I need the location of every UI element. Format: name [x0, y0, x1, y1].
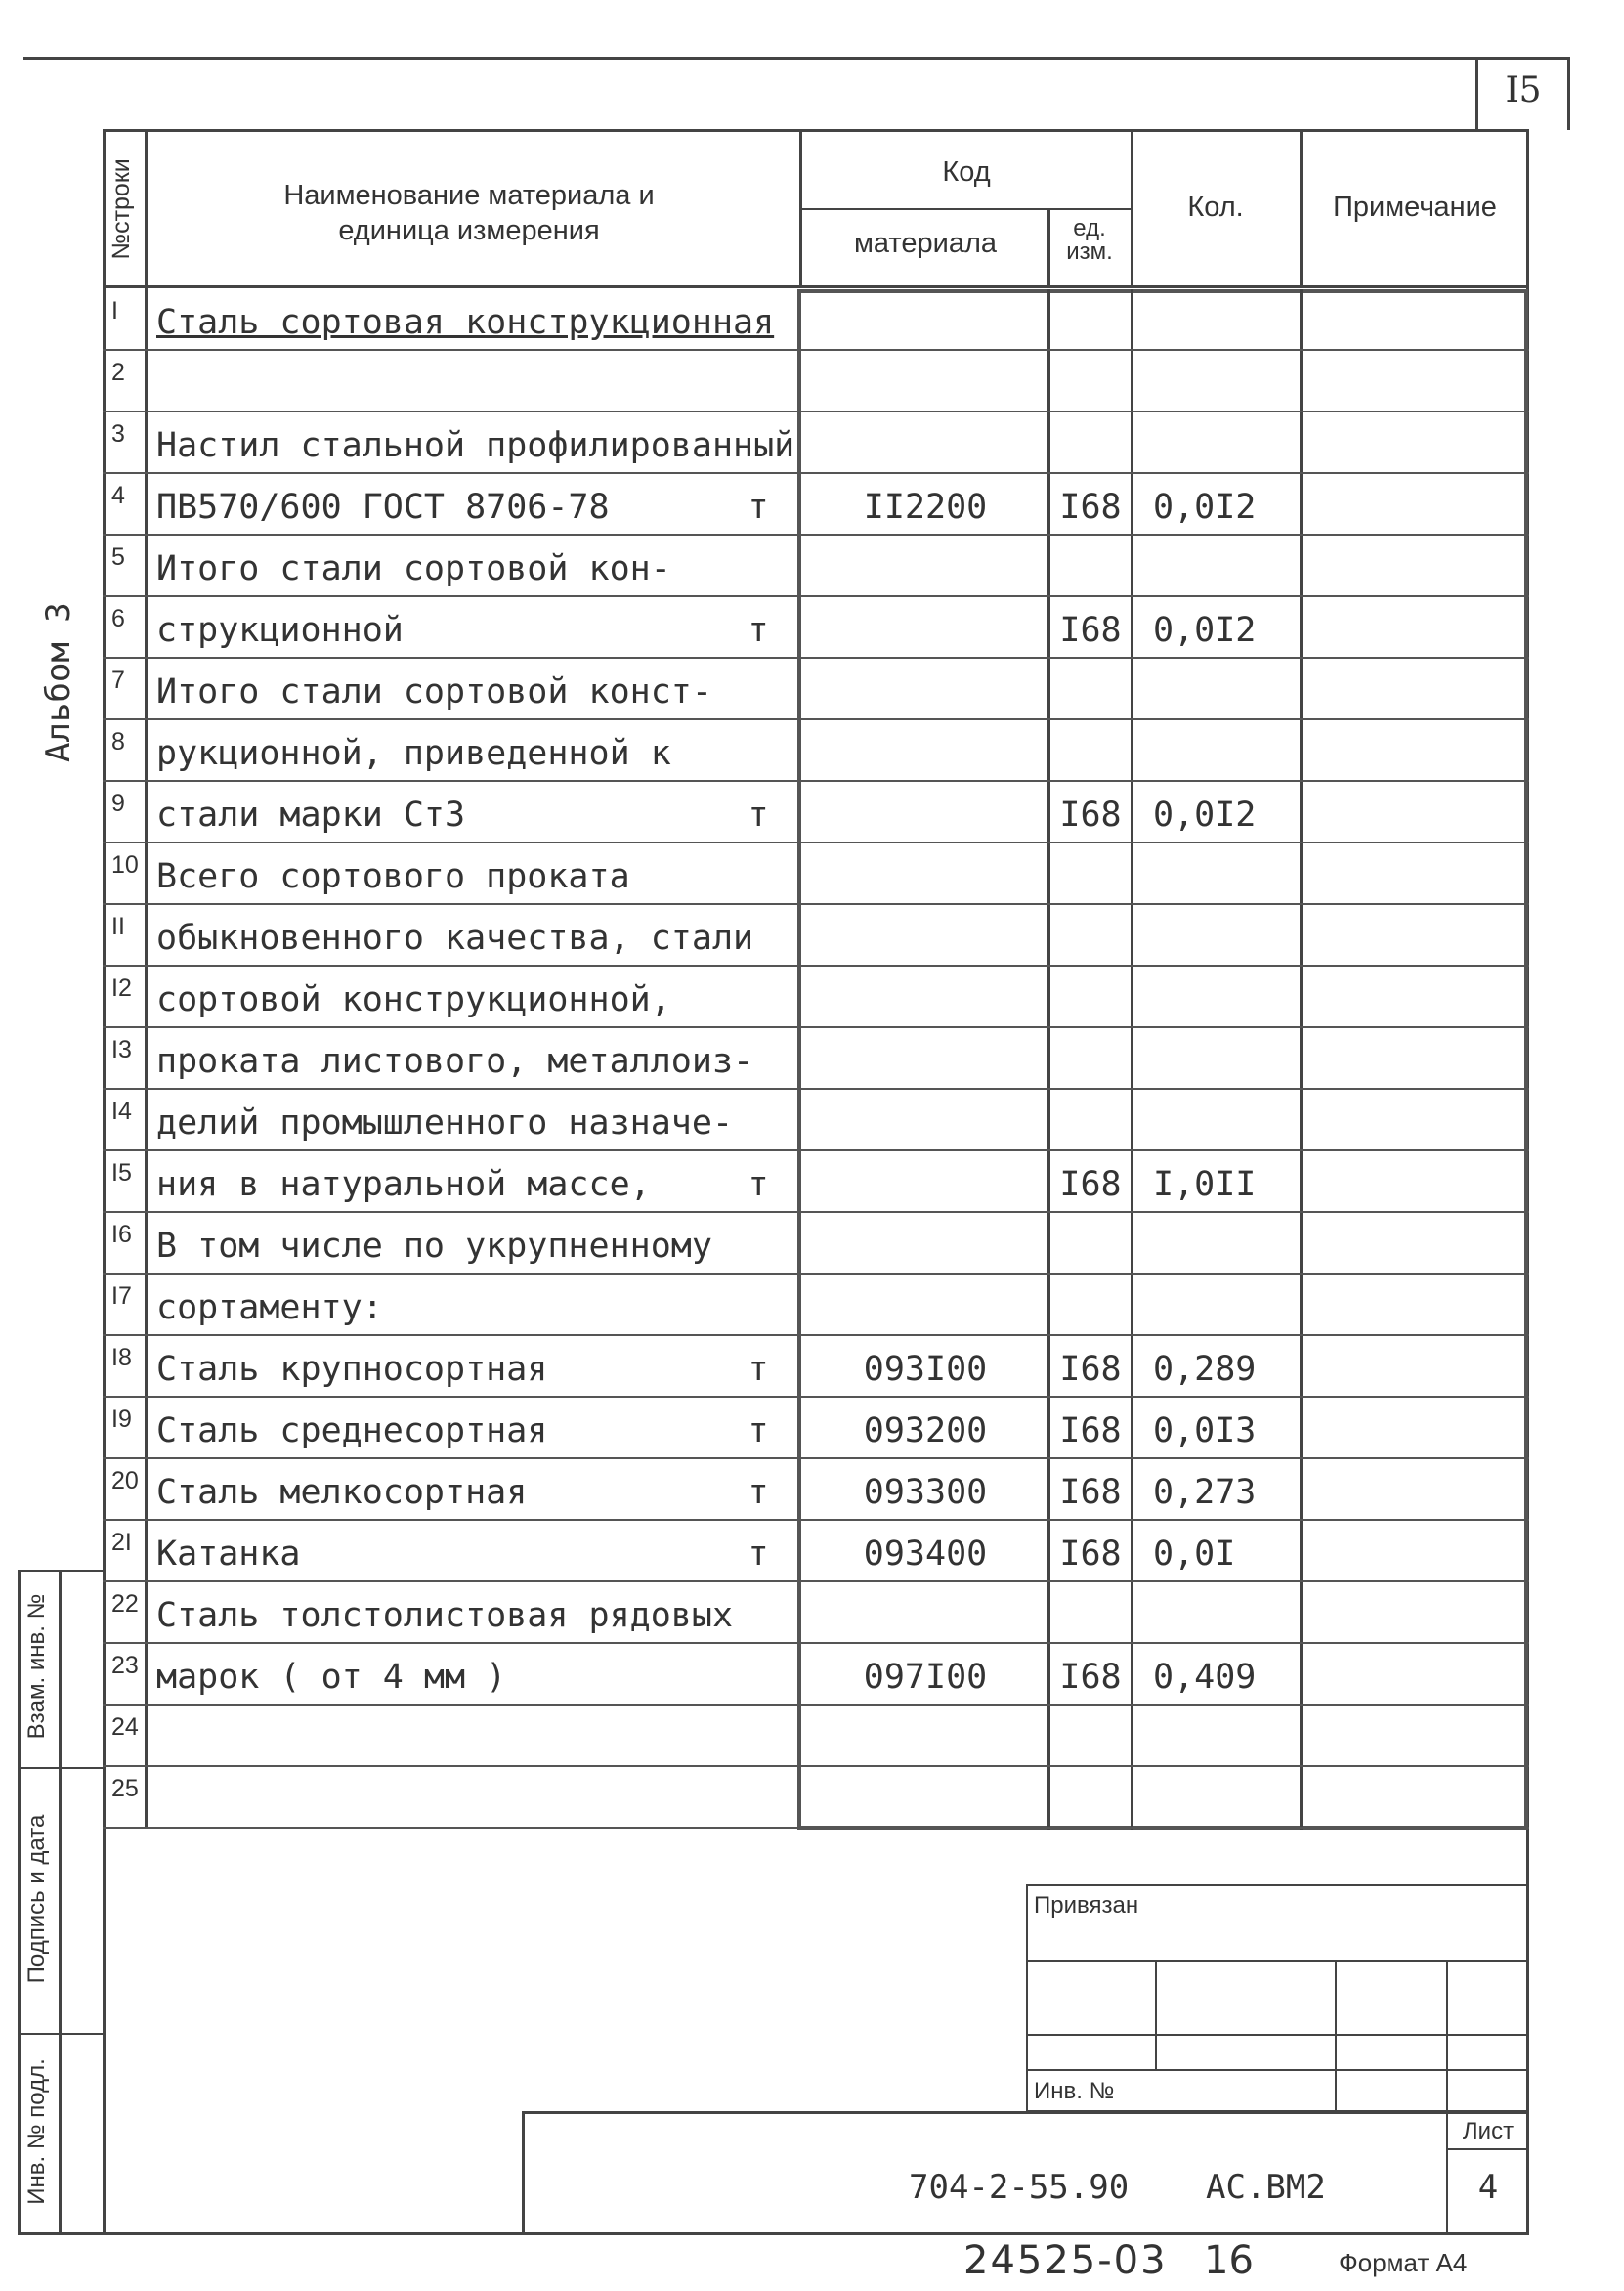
row-qty: 0,0I	[1153, 1535, 1236, 1574]
row-separator	[103, 1827, 1529, 1829]
row-name: марок ( от 4 мм )	[156, 1658, 507, 1697]
row-number: I6	[111, 1221, 132, 1248]
row-name: Сталь среднесортная	[156, 1411, 548, 1450]
code-sub-line	[799, 208, 1132, 210]
row-unit: т	[748, 796, 769, 835]
col-sep-body-qty	[1300, 289, 1303, 1830]
side-stamp-sep1	[18, 1767, 106, 1769]
row-separator	[103, 780, 1529, 782]
row-ed: I68	[1059, 1658, 1122, 1697]
row-number: I3	[111, 1036, 132, 1063]
row-separator	[103, 965, 1529, 967]
row-number: 2I	[111, 1529, 132, 1556]
row-ed: I68	[1059, 611, 1122, 650]
side-stamp-left	[18, 1570, 21, 2235]
row-code: 097I00	[863, 1658, 988, 1697]
row-separator	[103, 349, 1529, 351]
row-separator	[103, 1149, 1529, 1151]
col-sep-code-sub	[1047, 210, 1050, 287]
row-separator	[103, 1396, 1529, 1398]
row-code: 093300	[863, 1473, 988, 1512]
stamp-row1	[1026, 1960, 1527, 1962]
row-number: 9	[111, 790, 125, 817]
row-separator	[103, 842, 1529, 843]
row-ed: I68	[1059, 1350, 1122, 1389]
page-number: I5	[1505, 70, 1542, 110]
doc-code: 704-2-55.90	[909, 2168, 1130, 2207]
side-label-inv-podl: Инв. № подл.	[23, 2058, 50, 2205]
row-ed: I68	[1059, 1535, 1122, 1574]
row-ed: I68	[1059, 796, 1122, 835]
row-separator	[103, 657, 1529, 659]
row-name: ПВ570/600 ГОСТ 8706-78	[156, 488, 610, 527]
row-number: I7	[111, 1282, 132, 1310]
row-number: 5	[111, 543, 125, 571]
row-ed: I68	[1059, 1473, 1122, 1512]
row-separator	[103, 1211, 1529, 1213]
row-qty: 0,273	[1153, 1473, 1257, 1512]
row-name: проката листового, металлоиз-	[156, 1042, 754, 1081]
row-name: Сталь крупносортная	[156, 1350, 548, 1389]
row-name: Итого стали сортовой кон-	[156, 549, 671, 588]
row-qty: I,0II	[1153, 1165, 1257, 1204]
row-name: ния в натуральной массе,	[156, 1165, 651, 1204]
row-name: делий промышленного назначе-	[156, 1103, 734, 1143]
title-block-left	[522, 2111, 525, 2234]
col-sep-rownum	[145, 129, 148, 1828]
side-stamp-top	[18, 1570, 106, 1572]
row-name: обыкновенного качества, стали	[156, 919, 754, 958]
header-bottom-line	[103, 285, 1529, 288]
row-name: рукционной, приведенной к	[156, 734, 671, 773]
row-number: 10	[111, 851, 139, 879]
row-unit: т	[748, 1411, 769, 1450]
row-code: 093200	[863, 1411, 988, 1450]
row-number: 22	[111, 1590, 139, 1618]
stamp-row2	[1026, 2034, 1527, 2036]
row-name: Настил стальной профилированный	[156, 426, 795, 465]
header-code-unit: ед. изм.	[1066, 215, 1113, 265]
stamp-sheet-number: 4	[1477, 2168, 1499, 2207]
row-qty: 0,0I2	[1153, 611, 1257, 650]
album-label: Альбом 3	[39, 602, 78, 762]
row-ed: I68	[1059, 488, 1122, 527]
row-separator	[103, 411, 1529, 412]
row-separator	[103, 472, 1529, 474]
title-block-sheet-line	[1446, 2148, 1528, 2150]
row-name: Сталь мелкосортная	[156, 1473, 528, 1512]
row-name: В том числе по укрупненному	[156, 1227, 712, 1266]
header-qty: Кол.	[1187, 192, 1244, 223]
page-number-box-right	[1567, 57, 1570, 130]
row-code: 093400	[863, 1535, 988, 1574]
row-name: стали марки Ст3	[156, 796, 466, 835]
row-number: I5	[111, 1159, 132, 1187]
row-separator	[103, 1642, 1529, 1644]
row-name: Катанка	[156, 1535, 301, 1574]
row-separator	[103, 1457, 1529, 1459]
row-qty: 0,0I3	[1153, 1411, 1257, 1450]
header-name: Наименование материала и единица измерения	[283, 180, 655, 246]
row-name: струкционной	[156, 611, 404, 650]
stamp-inv-no: Инв. №	[1034, 2078, 1115, 2104]
row-name: сортаменту:	[156, 1288, 383, 1327]
stamp-col2	[1335, 1960, 1337, 2112]
row-separator	[103, 718, 1529, 720]
row-ed: I68	[1059, 1411, 1122, 1450]
row-unit: т	[748, 1473, 769, 1512]
row-unit: т	[748, 1165, 769, 1204]
row-separator	[103, 1026, 1529, 1028]
top-border-line	[23, 57, 1569, 60]
row-number: 25	[111, 1775, 139, 1802]
handwritten-number: 24525-03	[963, 2238, 1168, 2283]
doc-suffix: АС.ВМ2	[1206, 2168, 1326, 2207]
title-block-top	[522, 2111, 1528, 2114]
stamp-col3	[1446, 1960, 1448, 2112]
row-separator	[103, 1765, 1529, 1767]
row-separator	[103, 1580, 1529, 1582]
row-ed: I68	[1059, 1165, 1122, 1204]
row-number: 3	[111, 420, 125, 448]
title-block-sheet-sep	[1446, 2111, 1448, 2234]
side-stamp-mid	[59, 1570, 62, 2235]
row-code: II2200	[863, 488, 988, 527]
frame-left	[103, 129, 106, 2235]
row-number: 8	[111, 728, 125, 756]
col-sep-body-code	[1047, 289, 1050, 1830]
row-qty: 0,0I2	[1153, 488, 1257, 527]
row-unit: т	[748, 488, 769, 527]
row-number: 7	[111, 667, 125, 694]
stamp-col1	[1155, 1960, 1157, 2069]
stamp-privyazan: Привязан	[1034, 1892, 1139, 1919]
header-code-material: материала	[853, 228, 998, 259]
row-name: Итого стали сортовой конст-	[156, 672, 712, 712]
row-number: 24	[111, 1713, 139, 1741]
frame-top	[103, 129, 1529, 132]
row-separator	[103, 1088, 1529, 1090]
row-qty: 0,409	[1153, 1658, 1257, 1697]
row-number: 23	[111, 1652, 139, 1679]
side-label-vzam: Взам. инв. №	[23, 1593, 50, 1740]
row-separator	[103, 1273, 1529, 1275]
page-number-box-left	[1475, 57, 1478, 130]
row-name: Сталь толстолистовая рядовых	[156, 1596, 734, 1635]
row-number: I	[111, 297, 118, 324]
row-separator	[103, 1334, 1529, 1336]
row-separator	[103, 534, 1529, 536]
row-name: Сталь сортовая конструкционная	[156, 303, 775, 342]
format-label: Формат А4	[1339, 2248, 1468, 2277]
stamp-row3	[1026, 2069, 1527, 2071]
row-separator	[103, 1704, 1529, 1706]
row-separator	[103, 1519, 1529, 1521]
row-number: I8	[111, 1344, 132, 1371]
row-unit: т	[748, 611, 769, 650]
row-number: 6	[111, 605, 125, 632]
header-note: Примечание	[1333, 192, 1497, 223]
row-number: 2	[111, 359, 125, 386]
side-label-podpis: Подпись и дата	[23, 1814, 50, 1984]
row-number: I2	[111, 974, 132, 1002]
row-number: 20	[111, 1467, 139, 1494]
row-code: 093I00	[863, 1350, 988, 1389]
row-name: Всего сортового проката	[156, 857, 630, 896]
row-name: сортовой конструкционной,	[156, 980, 671, 1019]
row-separator	[103, 595, 1529, 597]
row-separator	[103, 903, 1529, 905]
row-qty: 0,0I2	[1153, 796, 1257, 835]
row-qty: 0,289	[1153, 1350, 1257, 1389]
frame-bottom	[103, 2232, 1529, 2235]
row-number: I9	[111, 1405, 132, 1433]
row-number: 4	[111, 482, 125, 509]
stamp-list-label: Лист	[1462, 2118, 1515, 2144]
row-unit: т	[748, 1535, 769, 1574]
handwritten-number-2: 16	[1204, 2238, 1254, 2283]
header-row-no: №строки	[107, 158, 135, 260]
col-sep-body-unit	[1131, 289, 1133, 1830]
row-number: II	[111, 913, 125, 940]
header-code: Код	[942, 156, 991, 188]
row-number: I4	[111, 1098, 132, 1125]
row-unit: т	[748, 1350, 769, 1389]
